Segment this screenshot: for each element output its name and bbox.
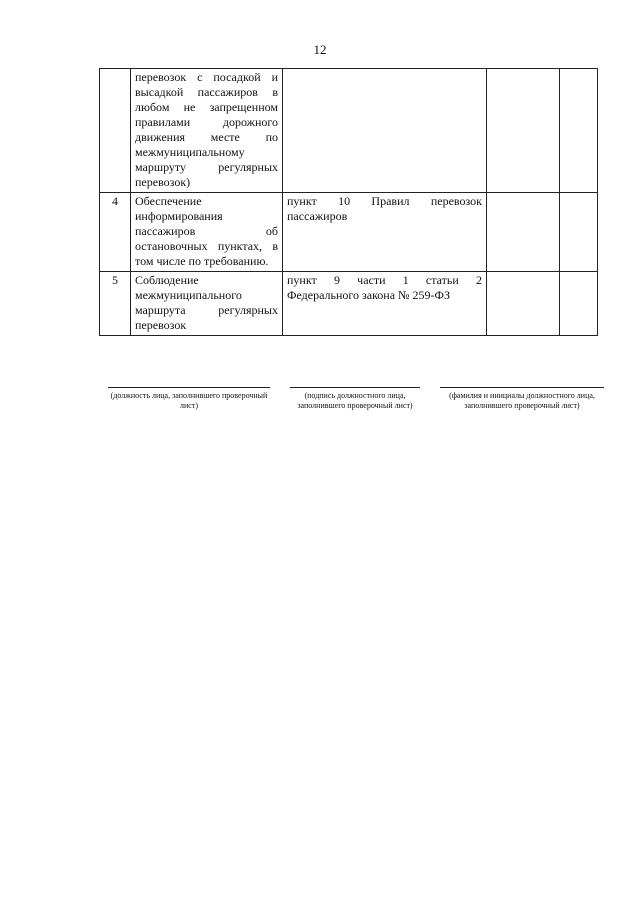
table-row [100,193,598,272]
name-caption: (фамилия и инициалы должностного лица, заполнившего проверочный лист) [449,391,595,410]
signature-line [290,387,420,388]
signature-caption: (подпись должностного лица, заполнившего проверочный лист) [297,391,413,410]
row-number [100,69,131,193]
checklist-table [99,68,598,336]
name-line [440,387,604,388]
row-number: 4 [100,193,131,272]
table-row [100,69,598,193]
signature-block-name [440,387,604,411]
note-cell [560,193,598,272]
reference-cell: пункт 9 части 1 статьи 2 Федерального закона № 259-ФЗ [283,272,487,336]
page-number: 12 [313,42,327,57]
signature-block-signature [290,387,420,411]
answer-cell [487,272,560,336]
requirement-cell: Соблюдение межмуниципального маршрута регулярных перевозок [131,272,283,336]
row-number: 5 [100,272,131,336]
requirement-cell: Обеспечение информирования пассажиров об остановочных пунктах, в том числе по требованию. [131,193,283,272]
reference-cell: пункт 10 Правил перевозок пассажиров [283,193,487,272]
signature-block-position [108,387,270,411]
table-row [100,272,598,336]
note-cell [560,272,598,336]
answer-cell [487,69,560,193]
position-caption: (должность лица, заполнившего проверочный лист) [110,391,268,410]
answer-cell [487,193,560,272]
reference-cell [283,69,487,193]
position-line [108,387,270,388]
requirement-cell: перевозок с посадкой и высадкой пассажиров в любом не запрещенном правилами дорожного движения месте по межмуниципальному маршруту регулярных перевозок) [131,69,283,193]
note-cell [560,69,598,193]
